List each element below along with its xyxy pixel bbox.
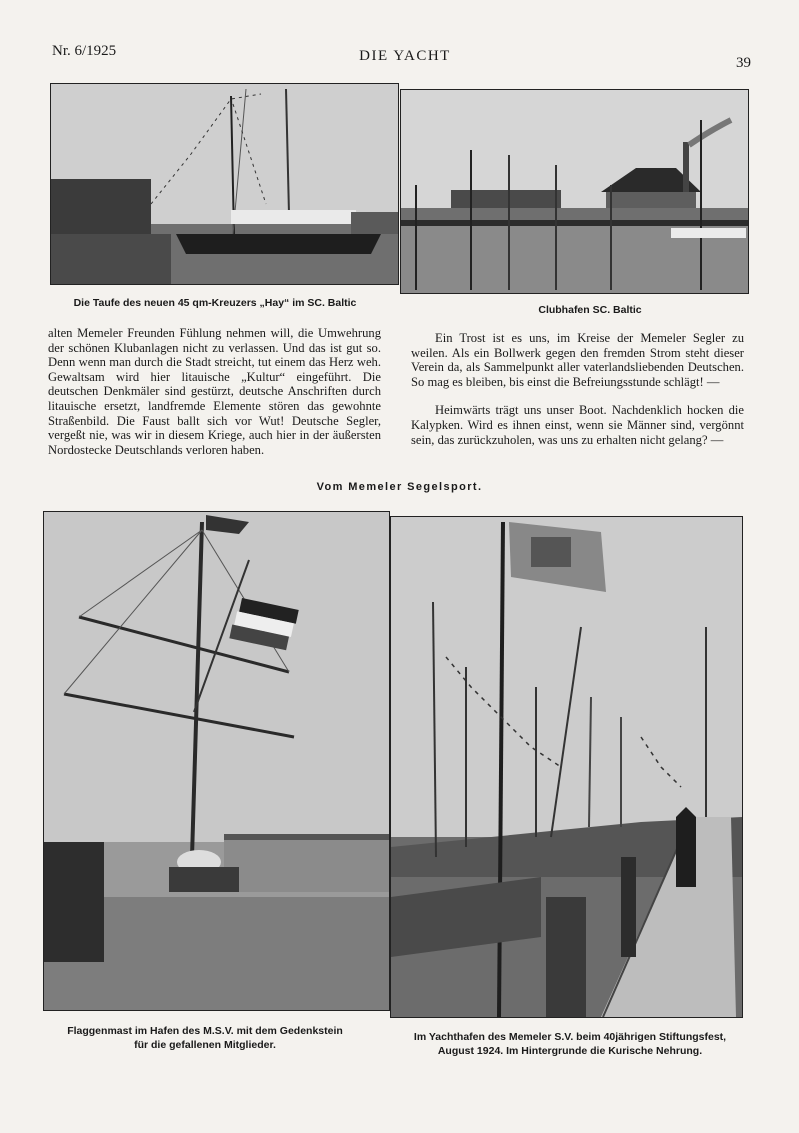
article-paragraph: Heimwärts trägt uns unser Boot. Nachdenklich hocken die Kalypken. Wird es ihnen einst, wenn sie Männer sind, vergönnt sein, das zurückzuholen, was uns zu erhalten nicht gelang? — [411,403,744,447]
article-paragraph: Ein Trost ist es uns, im Kreise der Memeler Segler zu weilen. Als ein Bollwerk gegen den fremden Strom steht dieser Verein da, als Sammelpunkt aller vaterlandsliebenden Deutschen. So mag es bleiben, bis einst die Befreiungsstunde schlägt! — [411,331,744,389]
caption-flag-mast [40,1024,370,1052]
caption-line: Im Yachthafen des Memeler S.V. beim 40jährigen Stiftungsfest, [413,1031,727,1043]
caption-christening: Die Taufe des neuen 45 qm-Kreuzers „Hay“ im SC. Baltic [73,297,357,309]
issue-number: Nr. 6/1925 [52,43,117,59]
photo-christening-cruiser [50,83,399,285]
article-paragraph: alten Memeler Freunden Fühlung nehmen will, die Umwehrung der schönen Klubanlagen nicht zu verlassen. Und das ist gut so. Denn wenn man durch die Stadt streicht, tut einem das Herz weh. Gewaltsam wird hier litauische „Kultur“ eingeführt. Die deutschen Denkmäler sind gestürzt, deutsche Anschriften durch litauische ersetzt, landfremde Elemente stören das gewohnte Straßenbild. Die Faust ballt sich vor Wut! Deutsche Segler, vergeßt nie, was wir in diesem Kriege, auch hier in der äußersten Nordostecke Deutschlands verloren haben. [48,326,381,457]
page-number: 39 [736,55,751,71]
section-title: Vom Memeler Segelsport. [316,481,483,493]
article-column-left [48,326,381,457]
caption-yacht-harbour [395,1030,745,1058]
caption-line: August 1924. Im Hintergrunde die Kurische Nehrung. [437,1045,703,1057]
photo-flag-mast [43,511,390,1011]
photo-club-harbour [400,89,749,294]
magazine-title: DIE YACHT [359,48,451,64]
caption-line: Flaggenmast im Hafen des M.S.V. mit dem Gedenkstein [67,1025,343,1037]
article-column-right [411,331,744,447]
photo-yacht-harbour-festival [390,516,743,1018]
caption-line: für die gefallenen Mitglieder. [134,1039,276,1051]
caption-club-harbour: Clubhafen SC. Baltic [538,304,642,316]
